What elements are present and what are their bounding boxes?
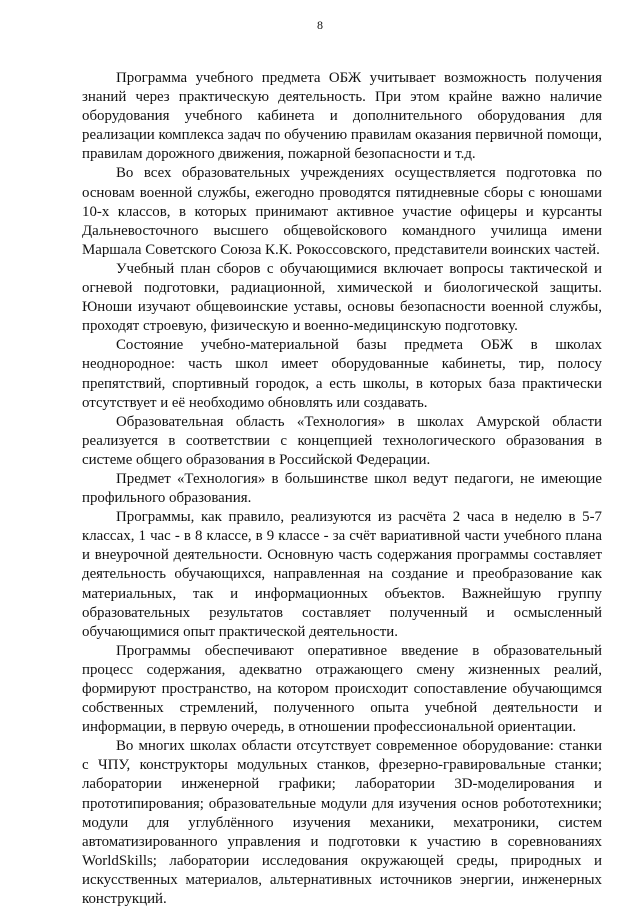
paragraph-training-plan: Учебный план сборов с обучающимися включает вопросы тактической и огневой подготовки, радиационной, химической и биологической защиты. Юноши изучают общевоинские уставы, основы безопасности военной службы, проходят строевую, физическую и военно-медицинскую подготовку. [82,260,602,335]
page-number: 8 [317,18,323,32]
paragraph-technology-hours: Программы, как правило, реализуются из расчёта 2 часа в неделю в 5-7 классах, 1 час - в 8 классе, в 9 классе - за счёт вариативной части учебного плана и внеурочной деятельности. Основную часть содержания программы составляет деятельность обучающихся, направленная на создание и преобразование как материальных, так и информационных объектов. Важнейшую группу образовательных результатов составляет полученный и осмысленный обучающимися опыт практической деятельности. [82,509,602,640]
paragraph-programs-content: Программы обеспечивают оперативное введение в образовательный процесс содержания, адекватно отражающего смену жизненных реалий, формируют пространство, на котором происходит сопоставление обучающимся собственных стремлений, полученного опыта учебной деятельности и информации, в первую очередь, в отношении профессиональной ориентации. [82,642,602,736]
document-body [82,69,602,909]
paragraph-equipment-shortage: Во многих школах области отсутствует современное оборудование: станки с ЧПУ, конструкторы модульных станков, фрезерно-гравировальные станки; лаборатории инженерной графики; лаборатории 3D-моделирования и прототипирования; образовательные модули для изучения основ робототехники; модули для углублённого изучения механики, мехатроники, систем автоматизированного управления и подготовки к участию в соревнованиях WorldSkills; лаборатории исследования окружающей среды, природных и искусственных материалов, альтернативных источников энергии, инженерных конструкций. [82,738,602,908]
paragraph-obzh-program: Программа учебного предмета ОБЖ учитывает возможность получения знаний через практическую деятельность. При этом крайне важно наличие оборудования учебного кабинета и дополнительного оборудования для реализации комплекса задач по обучению правилам оказания первичной помощи, правилам дорожного движения, пожарной безопасности и т.д. [82,70,602,163]
paragraph-technology-teachers: Предмет «Технология» в большинстве школ ведут педагоги, не имеющие профильного образования. [82,470,602,507]
paragraph-technology-area: Образовательная область «Технология» в школах Амурской области реализуется в соответствии с концепцией технологического образования в системе общего образования в Российской Федерации. [82,413,602,468]
paragraph-material-base: Состояние учебно-материальной базы предмета ОБЖ в школах неоднородное: часть школ имеет оборудованные кабинеты, тир, полосу препятствий, спортивный городок, а есть школы, в которых база практически отсутствует и её необходимо обновлять или создавать. [82,337,602,411]
paragraph-military-training: Во всех образовательных учреждениях осуществляется подготовка по основам военной службы, ежегодно проводятся пятидневные сборы с юношами 10-х классов, в которых принимают активное участие офицеры и курсанты Дальневосточного высшего общевойскового командного училища имени Маршала Советского Союза К.К. Рокоссовского, представители воинских частей. [82,165,602,258]
